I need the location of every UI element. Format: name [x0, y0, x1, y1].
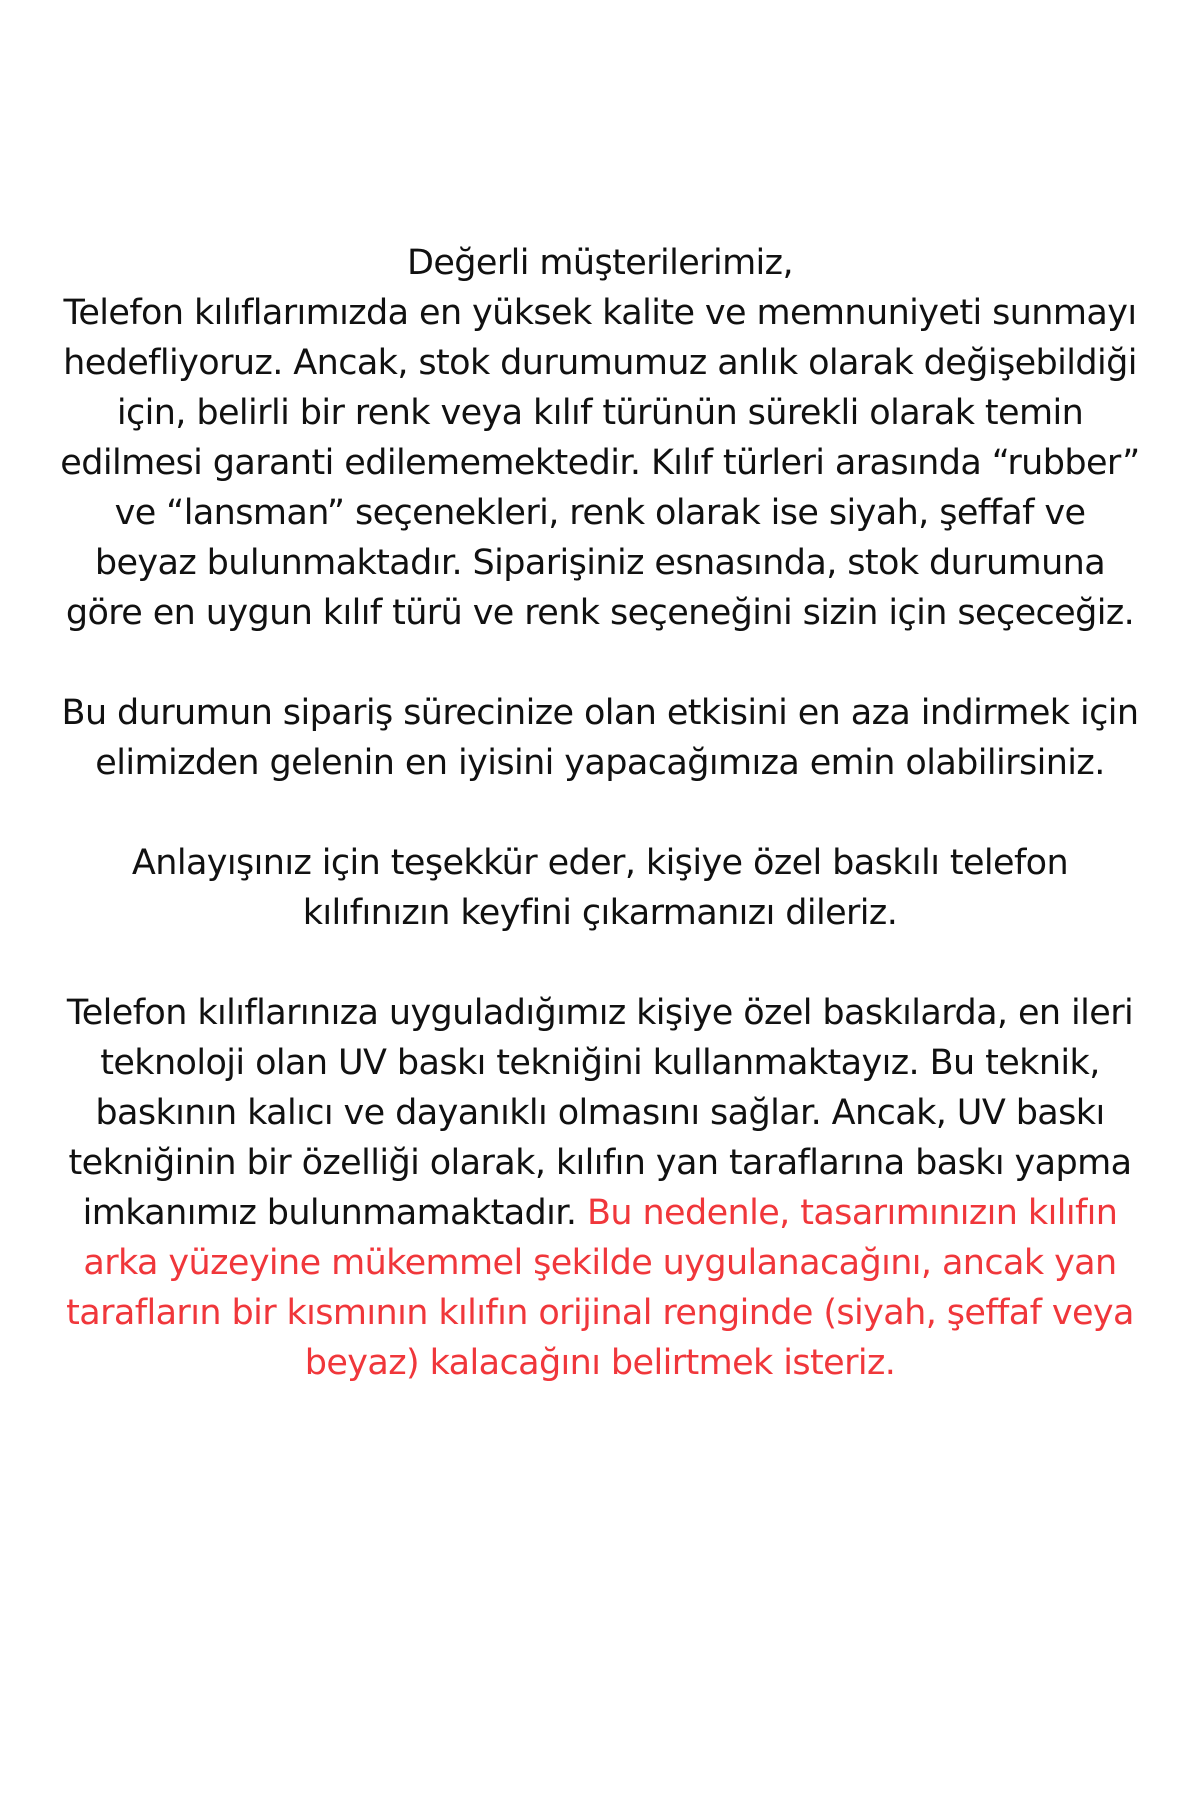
notice-text-block [60, 238, 1140, 1388]
paragraph-assurance: Bu durumun sipariş sürecinize olan etkisini en aza indirmek için elimizden gelenin en iyisini yapacağımıza emin olabilirsiniz. [61, 693, 1139, 783]
uv-print-warning: Bu nedenle, tasarımınızın kılıfın arka yüzeyine mükemmel şekilde uygulanacağını, ancak yan tarafların bir kısmının kılıfın orijinal renginde (siyah, şeffaf veya beyaz) kalacağını belirtmek isteriz. [66, 1193, 1134, 1383]
paragraph-thanks: Anlayışınız için teşekkür eder, kişiye özel baskılı telefon kılıfınızın keyfini çıkarmanızı dileriz. [131, 843, 1069, 933]
paragraph-uv-print [60, 988, 1140, 1388]
uv-print-text: Telefon kılıflarınıza uyguladığımız kişiye özel baskılarda, en ileri teknoloji olan UV baskı tekniğini kullanmaktayız. Bu teknik, baskının kalıcı ve dayanıklı olmasını sağlar. Ancak, UV baskı tekniğinin bir özelliği olarak, kılıfın yan taraflarına baskı yapma imkanımız bulunmamaktadır. [66, 993, 1134, 1233]
greeting: Değerli müşterilerimiz, [407, 243, 793, 283]
paragraph-stock-info: Telefon kılıflarımızda en yüksek kalite ve memnuniyeti sunmayı hedefliyoruz. Ancak, stok durumumuz anlık olarak değişebildiği için, belirli bir renk veya kılıf türünün sürekli olarak temin edilmesi garanti edilememektedir. Kılıf türleri arasında “rubber” ve “lansman” seçenekleri, renk olarak ise siyah, şeffaf ve beyaz bulunmaktadır. Siparişiniz esnasında, stok durumuna göre en uygun kılıf türü ve renk seçeneğini sizin için seçeceğiz. [60, 293, 1140, 633]
